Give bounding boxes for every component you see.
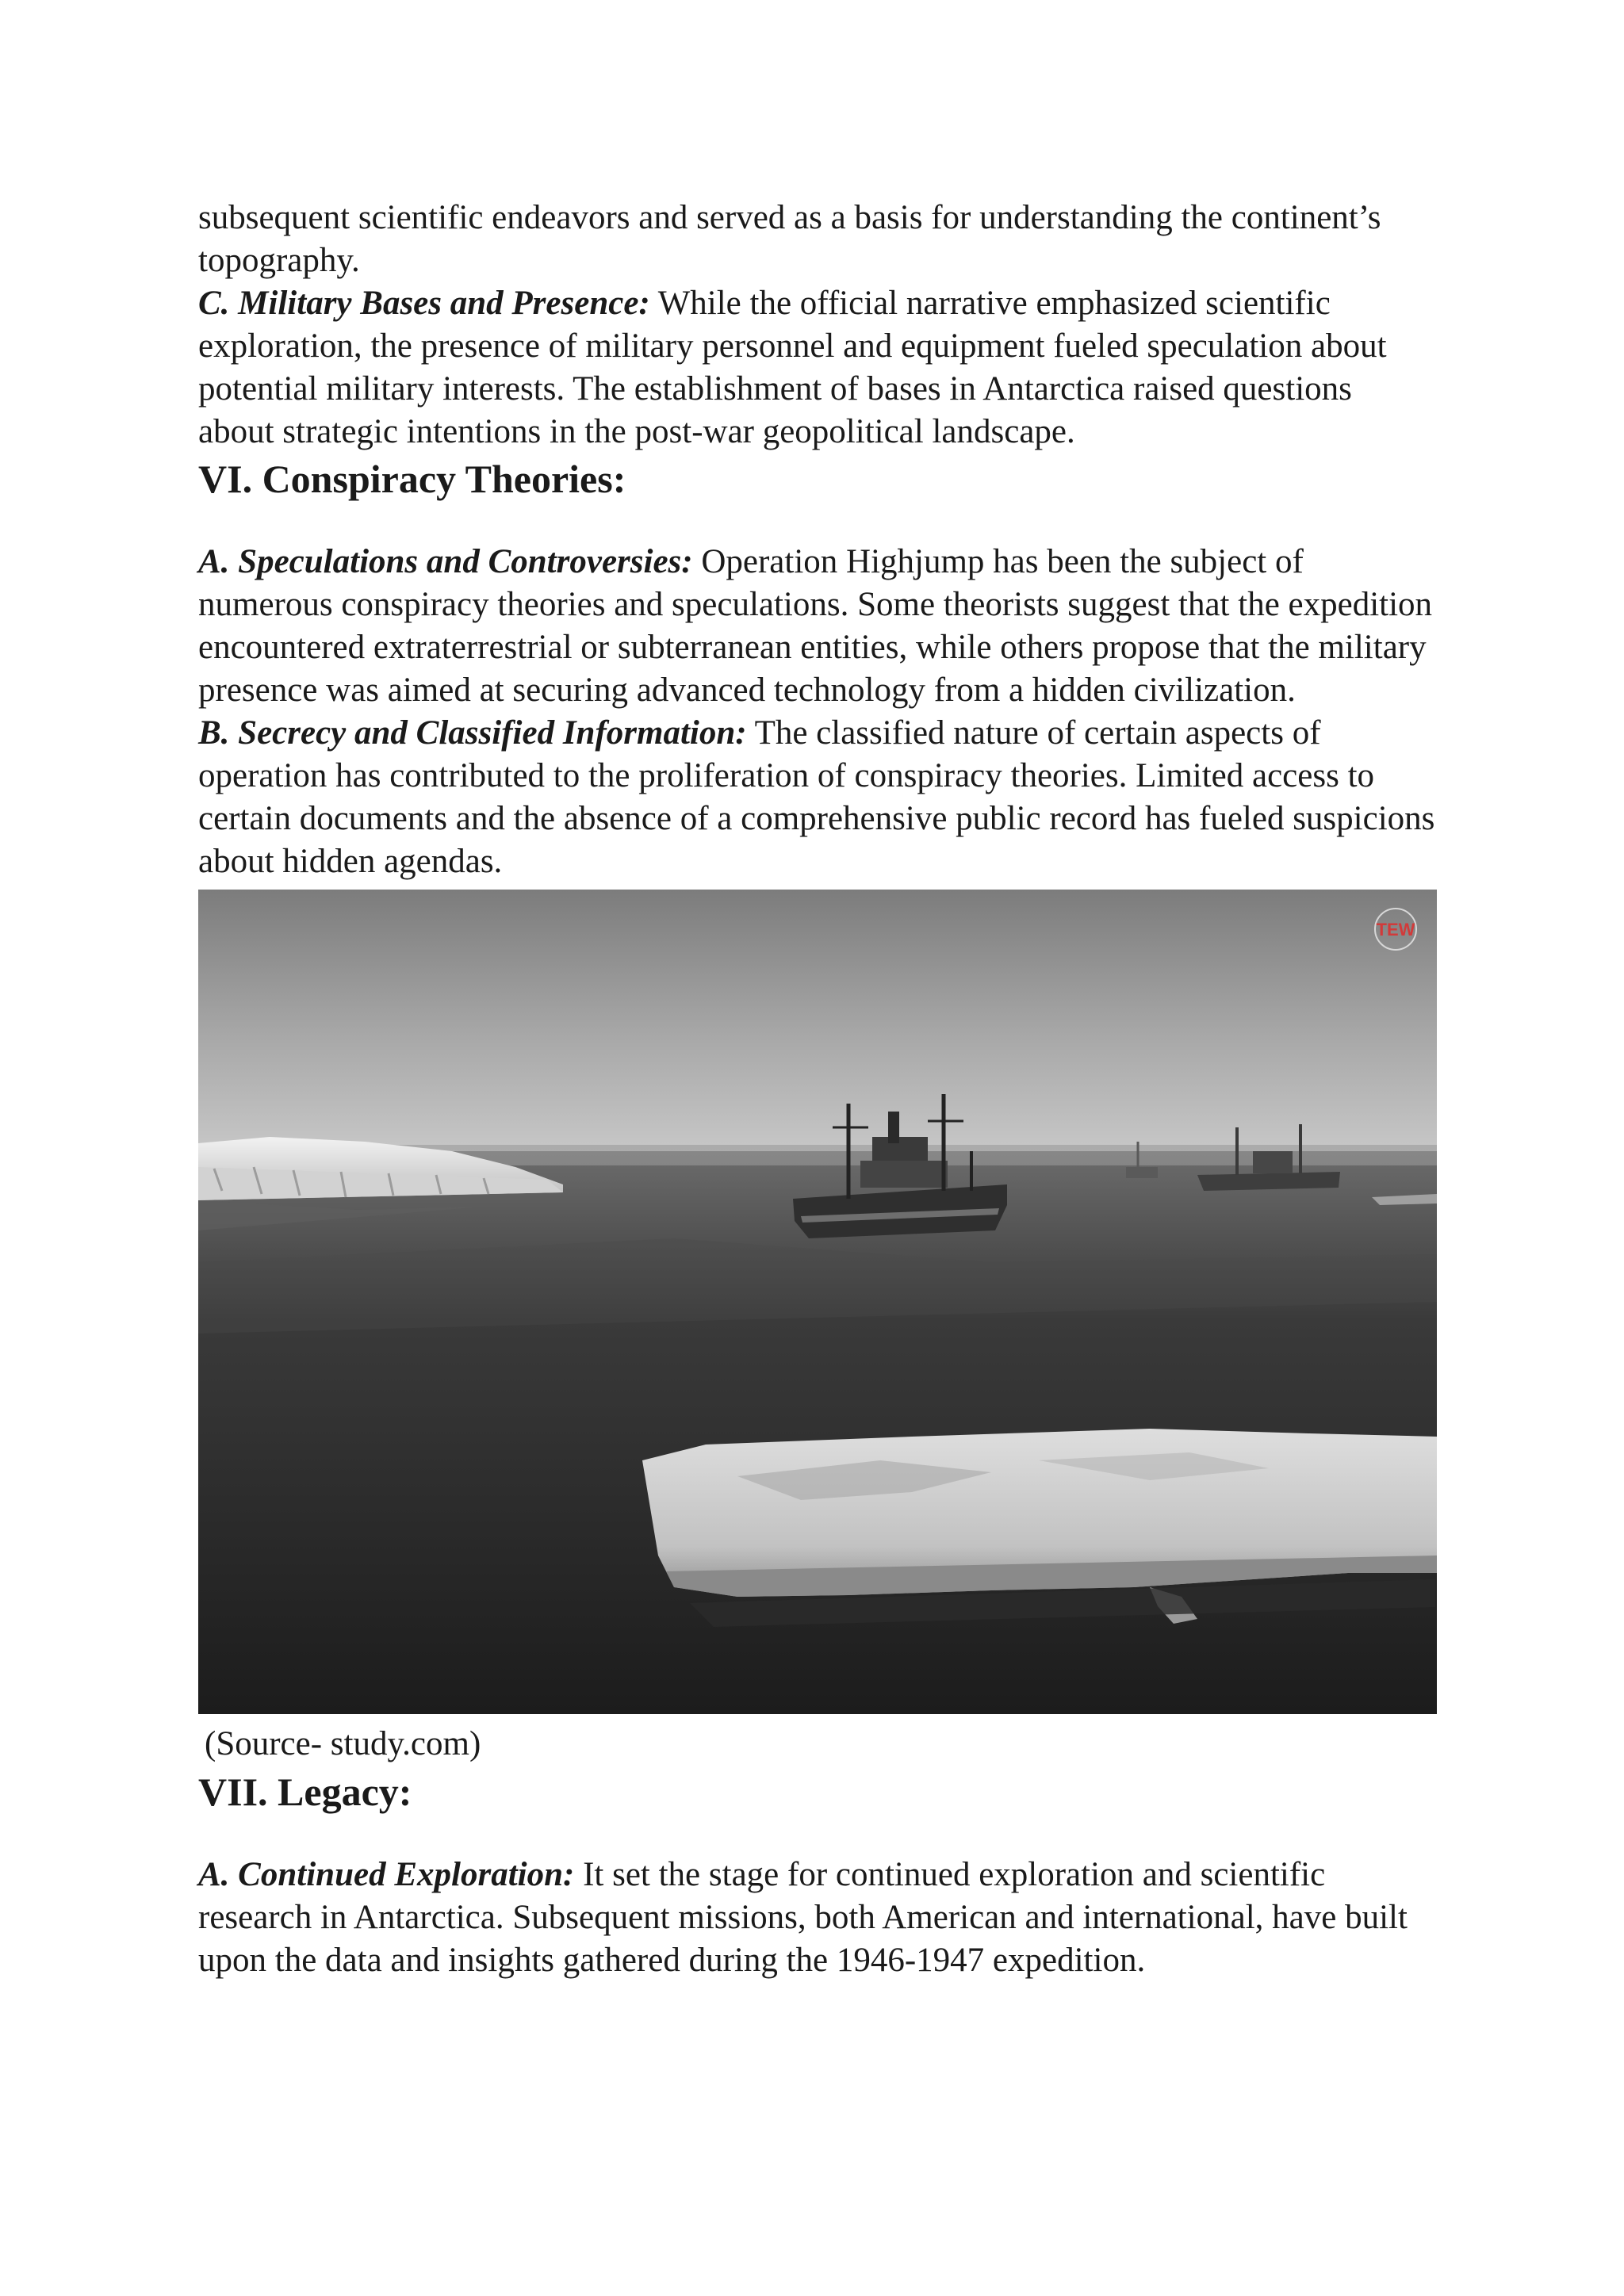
continuation-paragraph: subsequent scientific endeavors and served as a basis for understanding the continent’s topography. [198, 199, 1381, 279]
antarctic-ships-photo [198, 890, 1437, 1714]
continued-exploration-paragraph [198, 1854, 1435, 1982]
speculations-text: Operation Highjump has been the subject of numerous conspiracy theories and speculations. Some theorists suggest that the expedition encountered extraterrestrial or subterranean entities, while others propose that the military presence was aimed at securing advanced technology from a hidden civilization. [198, 543, 1433, 709]
military-bases-paragraph [198, 282, 1435, 453]
legacy-heading: VII. Legacy: [198, 1770, 412, 1814]
military-bases-text: While the official narrative emphasized scientific exploration, the presence of military personnel and equipment fueled speculation about potential military interests. The establishment of bases in Antarctica raised questions about strategic intentions in the post-war geopolitical landscape. [198, 285, 1387, 450]
continued-exploration-text: It set the stage for continued exploration and scientific research in Antarctica. Subsequent missions, both American and international, have built upon the data and insights gathered during the 1946-1947 expedition. [198, 1856, 1408, 1979]
military-bases-lead: C. Military Bases and Presence: [198, 285, 650, 322]
image-caption: (Source- study.com) [205, 1725, 481, 1762]
continued-exploration-lead: A. Continued Exploration: [198, 1856, 575, 1893]
secrecy-lead: B. Secrecy and Classified Information: [198, 714, 747, 752]
speculations-paragraph [198, 541, 1435, 712]
tew-watermark-text: TEW [1376, 920, 1415, 939]
secrecy-text: The classified nature of certain aspects of operation has contributed to the proliferation of conspiracy theories. Limited access to certain documents and the absence of a comprehensive public record has fueled suspicions about hidden agendas. [198, 714, 1435, 880]
speculations-lead: A. Speculations and Controversies: [198, 543, 693, 580]
conspiracy-theories-heading: VI. Conspiracy Theories: [198, 457, 626, 501]
secrecy-paragraph [198, 712, 1435, 883]
document-page [198, 197, 1435, 1982]
